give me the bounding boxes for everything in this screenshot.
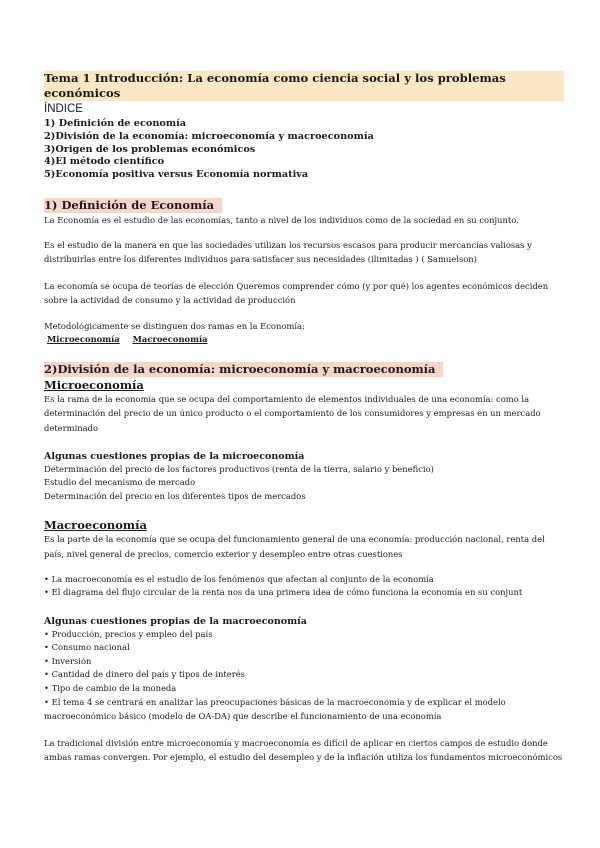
list-item: Estudio del mecanismo de mercado	[44, 477, 196, 488]
list-item: Determinación del precio de los factores productivos (renta de la tierra, salario y beneficio)	[44, 463, 434, 474]
toc-item: 3)Origen de los problemas económicos	[44, 143, 256, 155]
index-label: ÍNDICE	[44, 103, 83, 115]
list-item: • Cantidad de dinero del país y tipos de interés	[44, 669, 245, 680]
toc-item: 1) Definición de economía	[44, 118, 187, 129]
toc-item: 5)Economía positiva versus Economía normativa	[44, 169, 309, 181]
document-title: Tema 1 Introducción: La economía como ciencia social y los problemas económicos	[44, 71, 564, 101]
micro-heading: Microeconomía	[44, 378, 144, 393]
section2-heading: 2)División de la economía: microeconomía y macroeconomía	[44, 362, 443, 377]
paragraph: Es el estudio de la manera en que las sociedades utilizan los recursos escasos para producir mercancías valiosas y distribuirlas entre los diferentes individuos para satisfacer sus necesidades (ilimitadas ) ( Samuelson)	[44, 240, 532, 265]
toc-item: 4)El método científico	[44, 156, 165, 168]
list-item: • El tema 4 se centrará en analizar las preocupaciones básicas de la macroeconomía y de explicar el modelo macroeconómico básico (modelo de OA-DA) que describe el funcionamiento de una economía	[44, 697, 506, 722]
branches-list	[47, 333, 564, 346]
list-item: • Producción, precios y empleo del país	[44, 628, 213, 639]
paragraph: Metodológicamente se distinguen dos ramas en la Economía:	[44, 321, 305, 331]
toc-item: 2)División de la economía: microeconomía y macroeconomía	[44, 130, 374, 142]
list-item: • El diagrama del flujo circular de la renta nos da una primera idea de cómo funciona la economía en su conjunt	[44, 587, 523, 598]
branch-macro: Macroeconomía	[132, 334, 208, 345]
macro-questions-heading: Algunas cuestiones propias de la macroeconomía	[44, 615, 307, 627]
list-item: • Consumo nacional	[44, 642, 130, 653]
list-item: Determinación del precio en los diferentes tipos de mercados	[44, 490, 306, 501]
document-page	[44, 71, 564, 764]
macro-heading: Macroeconomía	[44, 518, 147, 533]
micro-questions-heading: Algunas cuestiones propias de la microeconomía	[44, 450, 305, 462]
list-item: • Inversión	[44, 655, 92, 666]
branch-micro: Microeconomía	[47, 334, 120, 345]
paragraph: La Economía es el estudio de las economías, tanto a nivel de los individuos como de la sociedad en su conjunto.	[44, 214, 519, 225]
paragraph: La economía se ocupa de teorías de elección Queremos comprender cómo (y por qué) los agentes económicos deciden sobre la actividad de consumo y la actividad de producción	[44, 280, 549, 305]
paragraph: La tradicional división entre microeconomía y macroeconomía es difícil de aplicar en ciertos campos de estudio donde ambas ramas convergen. Por ejemplo, el estudio del desempleo y de la inflación utiliza los fundamentos microeconómicos	[44, 737, 563, 762]
list-item: • La macroeconomía es el estudio de los fenómenos que afectan al conjunto de la economía	[44, 573, 434, 584]
section1-heading: 1) Definición de Economía	[44, 198, 222, 213]
table-of-contents	[44, 118, 564, 182]
list-item: • Tipo de cambio de la moneda	[44, 682, 177, 693]
paragraph: Es la parte de la economía que se ocupa del funcionamiento general de una economía: producción nacional, renta del país, nivel general de precios, comercio exterior y desempleo entre otras cuestiones	[44, 534, 545, 559]
paragraph: Es la rama de la economía que se ocupa del comportamiento de elementos individuales de una economía: como la determinación del precio de un único producto o el comportamiento de los consumidores y empresas en un mercado determinado	[44, 394, 541, 433]
